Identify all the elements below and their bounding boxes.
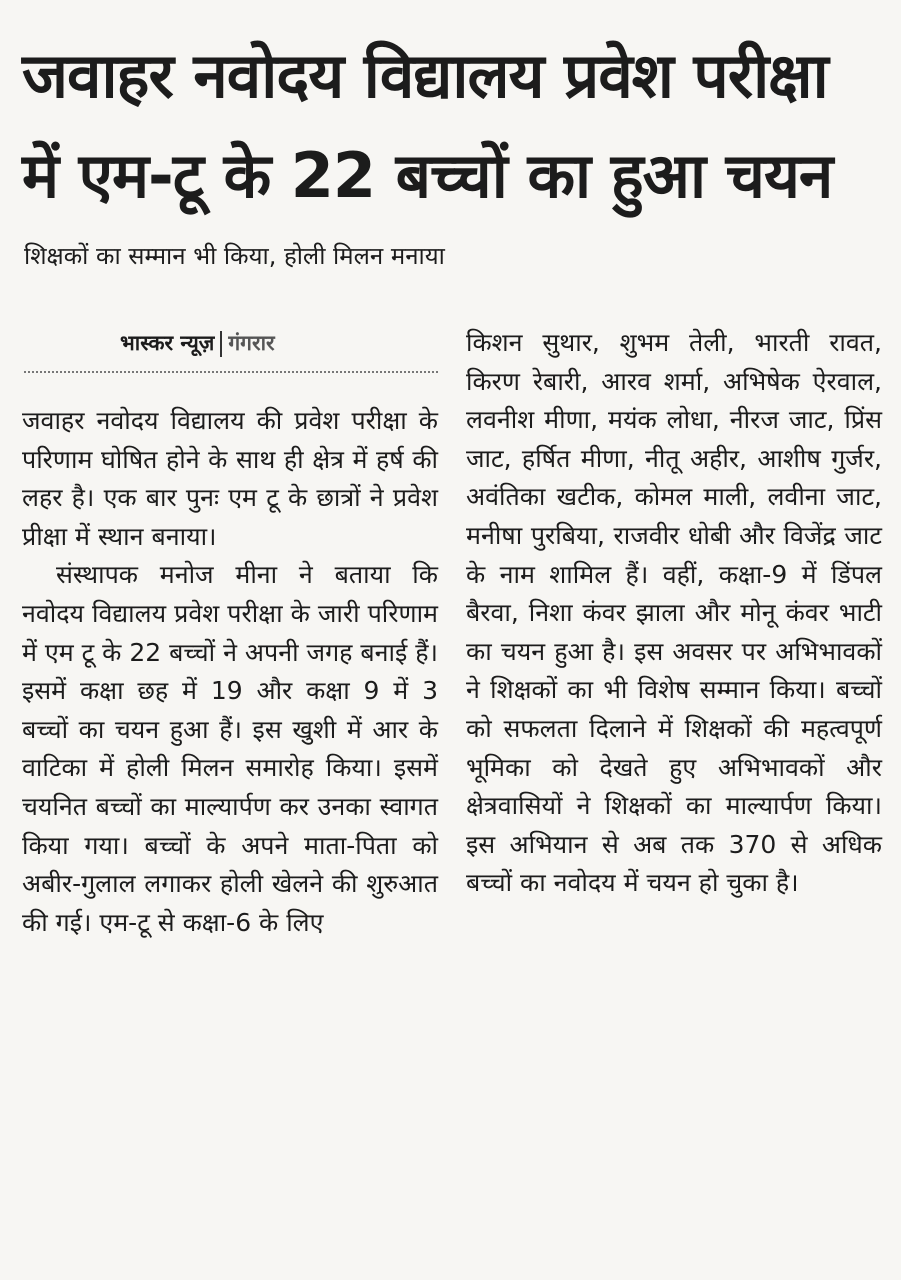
dateline [120,328,275,358]
right-column [466,324,882,903]
headline-line-2: में एम-टू के 22 बच्चों का हुआ चयन [22,139,833,212]
location: गंगरार [228,331,275,355]
paragraph-2: संस्थापक मनोज मीना ने बताया कि नवोदय विद्यालय प्रवेश परीक्षा के जारी परिणाम में एम टू के 22 बच्चों ने अपनी जगह बनाई हैं। इसमें कक्षा छह में 19 और कक्षा 9 में 3 बच्चों का चयन हुआ हैं। इस खुशी में आर के वाटिका में होली मिलन समारोह किया। इसमें चयनित बच्चों का माल्यार्पण कर उनका स्वागत किया गया। बच्चों के अपने माता-पिता को अबीर-गुलाल लगाकर होली खेलने की शुरुआत की गई। एम-टू से कक्षा-6 के लिए [22,560,438,937]
dotted-divider [24,371,438,373]
headline [22,26,882,226]
headline-line-1: जवाहर नवोदय विद्यालय प्रवेश परीक्षा [22,39,828,112]
dateline-separator [220,331,222,357]
paragraph-1: जवाहर नवोदय विद्यालय की प्रवेश परीक्षा के परिणाम घोषित होने के साथ ही क्षेत्र में हर्ष की लहर है। एक बार पुनः एम टू के छात्रों ने प्रवेश प्रीक्षा में स्थान बनाया। [22,406,438,551]
paragraph-3: किशन सुथार, शुभम तेली, भारती रावत, किरण रेबारी, आरव शर्मा, अभिषेक ऐरवाल, लवनीश मीणा, मयंक लोधा, नीरज जाट, प्रिंस जाट, हर्षित मीणा, नीतू अहीर, आशीष गुर्जर, अवंतिका खटीक, कोमल माली, लवीना जाट, मनीषा पुरबिया, राजवीर धोबी और विजेंद्र जाट के नाम शामिल हैं। वहीं, कक्षा-9 में डिंपल बैरवा, निशा कंवर झाला और मोनू कंवर भाटी का चयन हुआ है। इस अवसर पर अभिभावकों ने शिक्षकों का भी विशेष सम्मान किया। बच्चों को सफलता दिलाने में शिक्षकों की महत्वपूर्ण भूमिका को देखते हुए अभिभावकों और क्षेत्रवासियों ने शिक्षकों का माल्यार्पण किया। इस अभियान से अब तक 370 से अधिक बच्चों का नवोदय में चयन हो चुका है। [466,328,882,898]
left-column [22,402,438,942]
subheadline: शिक्षकों का सम्मान भी किया, होली मिलन मनाया [24,242,445,270]
byline: भास्कर न्यूज़ [120,331,215,355]
